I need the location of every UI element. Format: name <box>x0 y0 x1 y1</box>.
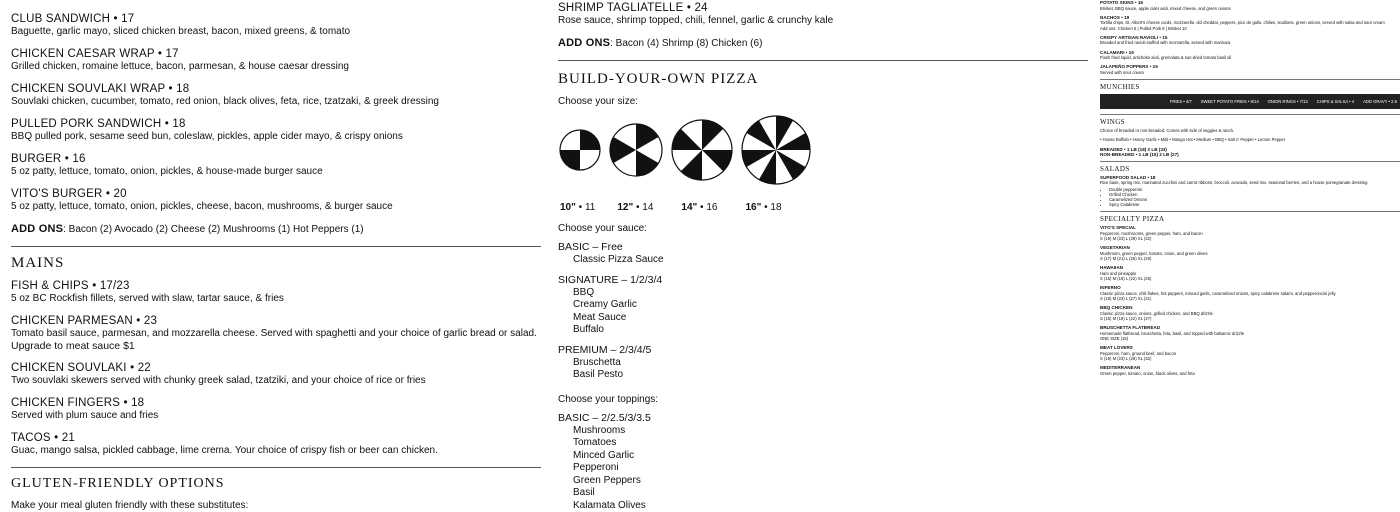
menu-item <box>11 280 541 305</box>
menu-item <box>11 315 541 352</box>
pizza-price: S (19) M (23) L (28) XL (32) <box>1100 236 1400 241</box>
menu-item <box>11 432 541 457</box>
group-option: Creamy Garlic <box>558 299 1088 312</box>
item-name: CHICKEN SOUVLAKI • 22 <box>11 362 541 375</box>
specialty-pizza <box>1100 305 1400 321</box>
wings-nonbreaded: NON-BREADED • 1 LB (15) 2 LB (27) <box>1100 152 1400 158</box>
item-name: JALAPEÑO POPPERS • 15 <box>1100 64 1400 70</box>
pizza-name: INFERNO <box>1100 285 1400 291</box>
topping-groups <box>558 412 1088 512</box>
choose-size-label: Choose your size: <box>558 96 1088 107</box>
pizza-price: S (17) M (21) L (25) XL (29) <box>1100 256 1400 261</box>
wings-breaded: BREADED • 1 LB (18) 2 LB (33) <box>1100 147 1400 153</box>
pizza-price: S (15) M (18) L (22) XL (27) <box>1100 316 1400 321</box>
byo-pizza-title: BUILD-YOUR-OWN PIZZA <box>558 71 1088 88</box>
pizza-name: VITO'S SPECIAL <box>1100 225 1400 231</box>
menu-item <box>11 118 541 143</box>
choose-toppings-label: Choose your toppings: <box>558 394 1088 405</box>
pizza-price: S (19) M (23) L (28) XL (32) <box>1100 356 1400 361</box>
item-desc: Rice base, spring mix, marinated zucchini and carrot ribbons, broccoli, avocado, seed mix, seasonal berries, and a house pomegranate dressing <box>1100 180 1400 185</box>
shrimp-tagliatelle-item <box>558 2 1088 27</box>
pizza-name: MEAT LOVERS <box>1100 345 1400 351</box>
item-desc: BBQ pulled pork, sesame seed bun, coleslaw, pickles, apple cider mayo, & crispy onions <box>11 131 541 143</box>
pizza-price: S (15) M (18) L (22) XL (25) <box>1100 276 1400 281</box>
pizza-price: ONE SIZE (16) <box>1100 336 1400 341</box>
item-name: CHICKEN CAESAR WRAP • 17 <box>11 48 541 61</box>
choose-sauce-label: Choose your sauce: <box>558 223 1088 234</box>
pizza-desc: Classic pizza sauce, onions, grilled chicken, and BBQ drizzle <box>1100 311 1400 316</box>
group-option: Meat Sauce <box>558 312 1088 325</box>
item-desc: Brisket, BBQ sauce, apple cider aioli, mixed cheese, and green onions <box>1100 6 1400 11</box>
item-name: PULLED PORK SANDWICH • 18 <box>11 118 541 131</box>
option-group <box>558 344 1088 382</box>
size-price: 16 <box>706 202 717 213</box>
menu-column-middle <box>558 0 1088 500</box>
mains-title: MAINS <box>11 255 541 272</box>
size-label: 12" • 14 <box>617 202 653 213</box>
size-inches: 12" <box>617 202 633 213</box>
menu-column-right <box>1100 0 1400 500</box>
appetizer-item <box>1100 50 1400 61</box>
size-price: 18 <box>770 202 781 213</box>
item-desc: 5 oz patty, lettuce, tomato, onion, pickles, cheese, bacon, mushrooms, & burger sauce <box>11 201 541 213</box>
group-head: BASIC – Free <box>558 241 1088 254</box>
specialty-pizza <box>1100 365 1400 376</box>
pizza-desc: Pepperoni, ham, ground beef, and bacon <box>1100 351 1400 356</box>
specialty-pizza <box>1100 265 1400 281</box>
size-price: 14 <box>642 202 653 213</box>
pizza-price: S (19) M (23) L (27) XL (31) <box>1100 296 1400 301</box>
pizza-name: BRUSCHETTA FLATBREAD <box>1100 325 1400 331</box>
item-name: TACOS • 21 <box>11 432 541 445</box>
sandwich-list <box>11 13 541 213</box>
specialty-pizza-title: SPECIALTY PIZZA <box>1100 215 1400 223</box>
option-group <box>558 412 1088 512</box>
size-price: 11 <box>585 202 595 213</box>
size-label: 14" • 16 <box>681 202 717 213</box>
gluten-friendly-title: GLUTEN-FRIENDLY OPTIONS <box>11 476 541 492</box>
munchies-bar <box>1100 94 1400 109</box>
pizza-name: MEDITERRANEAN <box>1100 365 1400 371</box>
divider <box>1100 114 1400 115</box>
group-option: Bruschetta <box>558 357 1088 370</box>
pizza-size-diagram <box>558 111 1088 213</box>
item-name: BURGER • 16 <box>11 153 541 166</box>
pizza-name: HAWAIIAN <box>1100 265 1400 271</box>
group-option: Basil Pesto <box>558 369 1088 382</box>
item-name: SUPERFOOD SALAD • 18 <box>1100 175 1400 181</box>
item-desc: 5 oz patty, lettuce, tomato, onion, pickles, & house-made burger sauce <box>11 166 541 178</box>
appetizer-item <box>1100 35 1400 46</box>
menu-item <box>11 83 541 108</box>
pizza-desc: Homemade flatbread, bruschetta, feta, basil, and topped with balsamic drizzle <box>1100 331 1400 336</box>
specialty-pizza <box>1100 245 1400 261</box>
item-name: SHRIMP TAGLIATELLE • 24 <box>558 2 1088 15</box>
specialty-pizza <box>1100 325 1400 341</box>
divider <box>1100 161 1400 162</box>
munchies-title: MUNCHIES <box>1100 83 1400 91</box>
size-labels <box>558 202 1088 213</box>
pizza-slice <box>580 130 600 150</box>
mains-list <box>11 280 541 457</box>
sauce-groups <box>558 241 1088 382</box>
munchie-item: CHIPS & SALSA • 4 <box>1317 99 1354 104</box>
pizza-name: BBQ CHICKEN <box>1100 305 1400 311</box>
size-inches: 14" <box>681 202 697 213</box>
item-desc: Tomato basil sauce, parmesan, and mozzarella cheese. Served with spaghetti and your choice of garlic bread or salad. <box>11 328 541 340</box>
wings-flavours: • House Buffalo • Honey Garlic • Mild • Mango Hot • Medium • BBQ • Salt n' Pepper • Lemon Pepper <box>1100 137 1400 142</box>
pizza-desc: Green pepper, tomato, onion, black olives, and feta <box>1100 371 1400 376</box>
pizza-name: VEGETARIAN <box>1100 245 1400 251</box>
divider <box>11 246 541 247</box>
size-label: 10" • 11 <box>560 202 595 213</box>
salad-option: • Spicy Calabrese <box>1109 202 1400 207</box>
item-desc: Breaded and fried ravioli stuffed with mozzarella, served with marinara <box>1100 40 1400 45</box>
item-desc: Grilled chicken, romaine lettuce, bacon, parmesan, & house caesar dressing <box>11 61 541 73</box>
item-desc: Souvlaki chicken, cucumber, tomato, red onion, black olives, feta, rice, tzatzaki, & greek dressing <box>11 96 541 108</box>
size-inches: 10" <box>560 202 576 213</box>
menu-item <box>11 48 541 73</box>
divider <box>1100 211 1400 212</box>
wings-desc: Choice of breaded or non-breaded. Comes with side of veggies & ranch. <box>1100 128 1400 133</box>
specialty-pizza <box>1100 345 1400 361</box>
option-group <box>558 274 1088 337</box>
gluten-friendly-text: Make your meal gluten friendly with these substitutes: <box>11 500 541 512</box>
pizza-desc: Ham and pineapple <box>1100 271 1400 276</box>
item-name: CRISPY ARTISAN RAVIOLI • 15 <box>1100 35 1400 41</box>
specialty-pizza-list <box>1100 225 1400 376</box>
item-desc: Guac, mango salsa, pickled cabbage, lime crema. Your choice of crispy fish or beer can chicken. <box>11 445 541 457</box>
item-name: POTATO SKINS • 16 <box>1100 0 1400 6</box>
salad-option: • Grilled Chicken <box>1109 192 1400 197</box>
group-option: Mushrooms <box>558 425 1088 438</box>
pasta-addons: ADD ONS: Bacon (4) Shrimp (8) Chicken (6) <box>558 37 1088 50</box>
item-desc: Rose sauce, shrimp topped, chili, fennel, garlic & crunchy kale <box>558 15 1088 27</box>
group-option: Buffalo <box>558 324 1088 337</box>
item-desc: Flash fried squid, artichoke aioli, gremolata & sun-dried tomato basil oil <box>1100 55 1400 60</box>
item-name: CLUB SANDWICH • 17 <box>11 13 541 26</box>
appetizer-item <box>1100 15 1400 31</box>
group-head: BASIC – 2/2.5/3/3.5 <box>558 412 1088 425</box>
size-inches: 16" <box>745 202 761 213</box>
group-option: Basil <box>558 487 1088 500</box>
divider <box>558 60 1088 61</box>
specialty-pizza <box>1100 225 1400 241</box>
item-name: CHICKEN PARMESAN • 23 <box>11 315 541 328</box>
item-desc: 5 oz BC Rockfish fillets, served with slaw, tartar sauce, & fries <box>11 293 541 305</box>
menu-item <box>11 362 541 387</box>
divider <box>1100 79 1400 80</box>
item-extra: Upgrade to meat sauce $1 <box>11 340 541 352</box>
item-extra: Add ons: Chicken 6 | Pulled Pork 6 | Brisket 10 <box>1100 26 1400 31</box>
salad-option: • Caramelized Onions <box>1109 197 1400 202</box>
pizza-desc: Mushroom, green pepper, tomato, onion, and green olives <box>1100 251 1400 256</box>
pizza-desc: Classic pizza sauce, chili flakes, hot peppers, minced garlic, caramelized onions, spicy calabrese salami, and pepperoncini jelly <box>1100 291 1400 296</box>
appetizer-item <box>1100 0 1400 11</box>
group-head: PREMIUM – 2/3/4/5 <box>558 344 1088 357</box>
divider <box>11 467 541 468</box>
size-label: 16" • 18 <box>745 202 781 213</box>
group-head: SIGNATURE – 1/2/3/4 <box>558 274 1088 287</box>
item-desc: Tortilla chips, St. Albert's cheese curds, mozzarella, old cheddar, peppers, pico de gallo, chilies, scallions, green onions, served with salsa and sour cream <box>1100 20 1400 25</box>
item-name: CHICKEN SOUVLAKI WRAP • 18 <box>11 83 541 96</box>
munchie-item: FRIES • 4/7 <box>1170 99 1192 104</box>
group-option: Tomatoes <box>558 437 1088 450</box>
menu-item <box>11 397 541 422</box>
item-name: NACHOS • 19 <box>1100 15 1400 21</box>
specialty-pizza <box>1100 285 1400 301</box>
option-group <box>558 241 1088 267</box>
group-option: Pepperoni <box>558 462 1088 475</box>
munchie-item: ADD GRAVY • 2.5 <box>1363 99 1397 104</box>
appetizer-list <box>1100 0 1400 75</box>
item-desc: Baguette, garlic mayo, sliced chicken breast, bacon, mixed greens, & tomato <box>11 26 541 38</box>
pizza-slice <box>560 150 580 170</box>
salads-title: SALADS <box>1100 165 1400 173</box>
item-name: CHICKEN FINGERS • 18 <box>11 397 541 410</box>
wings-title: WINGS <box>1100 118 1400 126</box>
group-option: BBQ <box>558 287 1088 300</box>
menu-column-left <box>11 0 541 500</box>
item-desc: Two souvlaki skewers served with chunky greek salad, tzatziki, and your choice of rice or fries <box>11 375 541 387</box>
item-name: CALAMARI • 15 <box>1100 50 1400 56</box>
salad-options <box>1100 187 1400 208</box>
menu-item <box>11 188 541 213</box>
pizza-desc: Pepperoni, mushrooms, green pepper, ham, and bacon <box>1100 231 1400 236</box>
item-desc: Served with sour cream <box>1100 70 1400 75</box>
menu-item <box>11 13 541 38</box>
munchie-item: ONION RINGS • 7/13 <box>1268 99 1308 104</box>
superfood-salad <box>1100 175 1400 208</box>
item-name: VITO'S BURGER • 20 <box>11 188 541 201</box>
menu-item <box>11 153 541 178</box>
item-desc: Served with plum sauce and fries <box>11 410 541 422</box>
salad-option: • Double pepperoni <box>1109 187 1400 192</box>
group-option: Minced Garlic <box>558 450 1088 463</box>
munchie-item: SWEET POTATO FRIES • 8/14 <box>1201 99 1259 104</box>
item-name: FISH & CHIPS • 17/23 <box>11 280 541 293</box>
pizza-sizes-svg <box>558 111 798 189</box>
group-option: Classic Pizza Sauce <box>558 254 1088 267</box>
burger-addons: ADD ONS: Bacon (2) Avocado (2) Cheese (2) Mushrooms (1) Hot Peppers (1) <box>11 223 541 236</box>
group-option: Green Peppers <box>558 475 1088 488</box>
appetizer-item <box>1100 64 1400 75</box>
group-option: Kalamata Olives <box>558 500 1088 512</box>
